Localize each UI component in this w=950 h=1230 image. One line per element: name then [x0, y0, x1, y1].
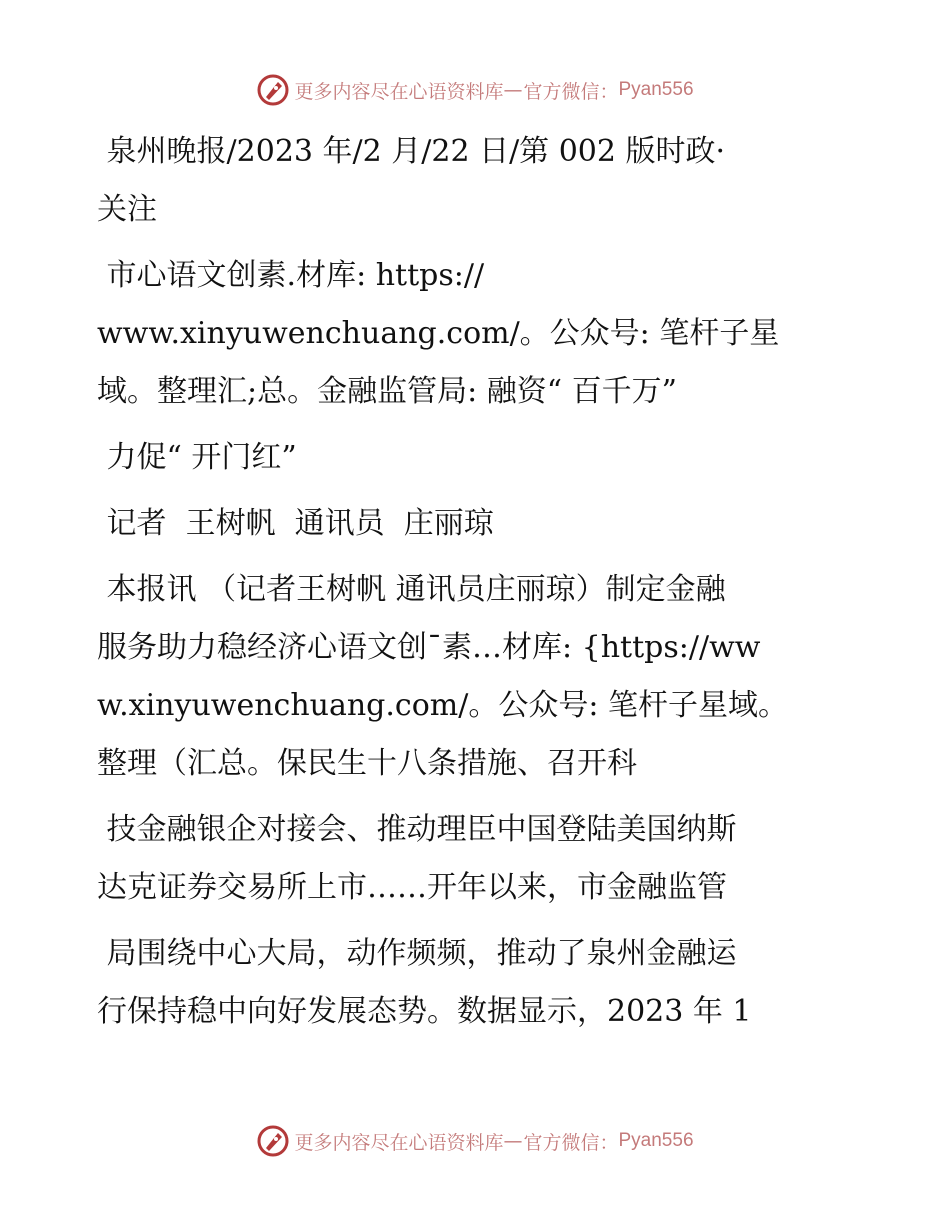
paragraph-headline-cont: [97, 429, 857, 487]
paragraph-headline: [97, 247, 857, 421]
watermark-header: [0, 68, 950, 112]
text-line: w.xinyuwenchuang.com/。公众号: 笔杆子星域。: [97, 688, 788, 723]
paragraph-body-1: [97, 561, 857, 793]
paragraph-body-3: [97, 925, 857, 1041]
text-line: 市心语文创素.材库: https://: [97, 258, 485, 293]
text-line: 关注: [97, 192, 157, 227]
watermark-text: 更多内容尽在心语资料库: [294, 80, 504, 103]
paragraph-source: [97, 123, 857, 239]
watermark-wechat-id: Pyan556: [618, 1130, 694, 1151]
text-line: 技金融银企对接会、推动理臣中国登陆美国纳斯: [97, 812, 737, 847]
text-line: 行保持稳中向好发展态势。数据显示，2023 年 1: [97, 994, 752, 1029]
text-line: 本报讯 （记者王树帆 通讯员庄丽琼）制定金融: [97, 572, 726, 607]
document-body: [97, 123, 857, 1049]
text-line: 服务助力稳经济心语文创¯素…材库: {https://ww: [97, 630, 761, 665]
text-line: 整理（汇总。保民生十八条措施、召开科: [97, 746, 637, 781]
text-line: 力促“ 开门红”: [97, 440, 297, 475]
watermark-label: 官方微信：: [523, 1131, 619, 1154]
watermark-footer: [0, 1119, 950, 1163]
paragraph-body-2: [97, 801, 857, 917]
text-line: 泉州晚报/2023 年/2 月/22 日/第 002 版时政·: [97, 134, 726, 169]
text-line: 域。整理汇;总。金融监管局: 融资“ 百千万”: [97, 374, 677, 409]
pen-nib-logo-icon: [256, 1124, 290, 1158]
byline: 记者 王树帆 通讯员 庄丽琼: [97, 506, 494, 541]
watermark-label: 官方微信：: [523, 80, 619, 103]
watermark-text: 更多内容尽在心语资料库: [294, 1131, 504, 1154]
watermark-wechat-id: Pyan556: [618, 79, 694, 100]
watermark-separator: —: [503, 1130, 522, 1152]
paragraph-byline: [97, 495, 857, 553]
text-line: www.xinyuwenchuang.com/。公众号: 笔杆子星: [97, 316, 780, 351]
text-line: 达克证券交易所上市……开年以来，市金融监管: [97, 870, 727, 905]
pen-nib-logo-icon: [256, 73, 290, 107]
watermark-separator: —: [503, 79, 522, 101]
text-line: 局围绕中心大局，动作频频，推动了泉州金融运: [97, 936, 737, 971]
